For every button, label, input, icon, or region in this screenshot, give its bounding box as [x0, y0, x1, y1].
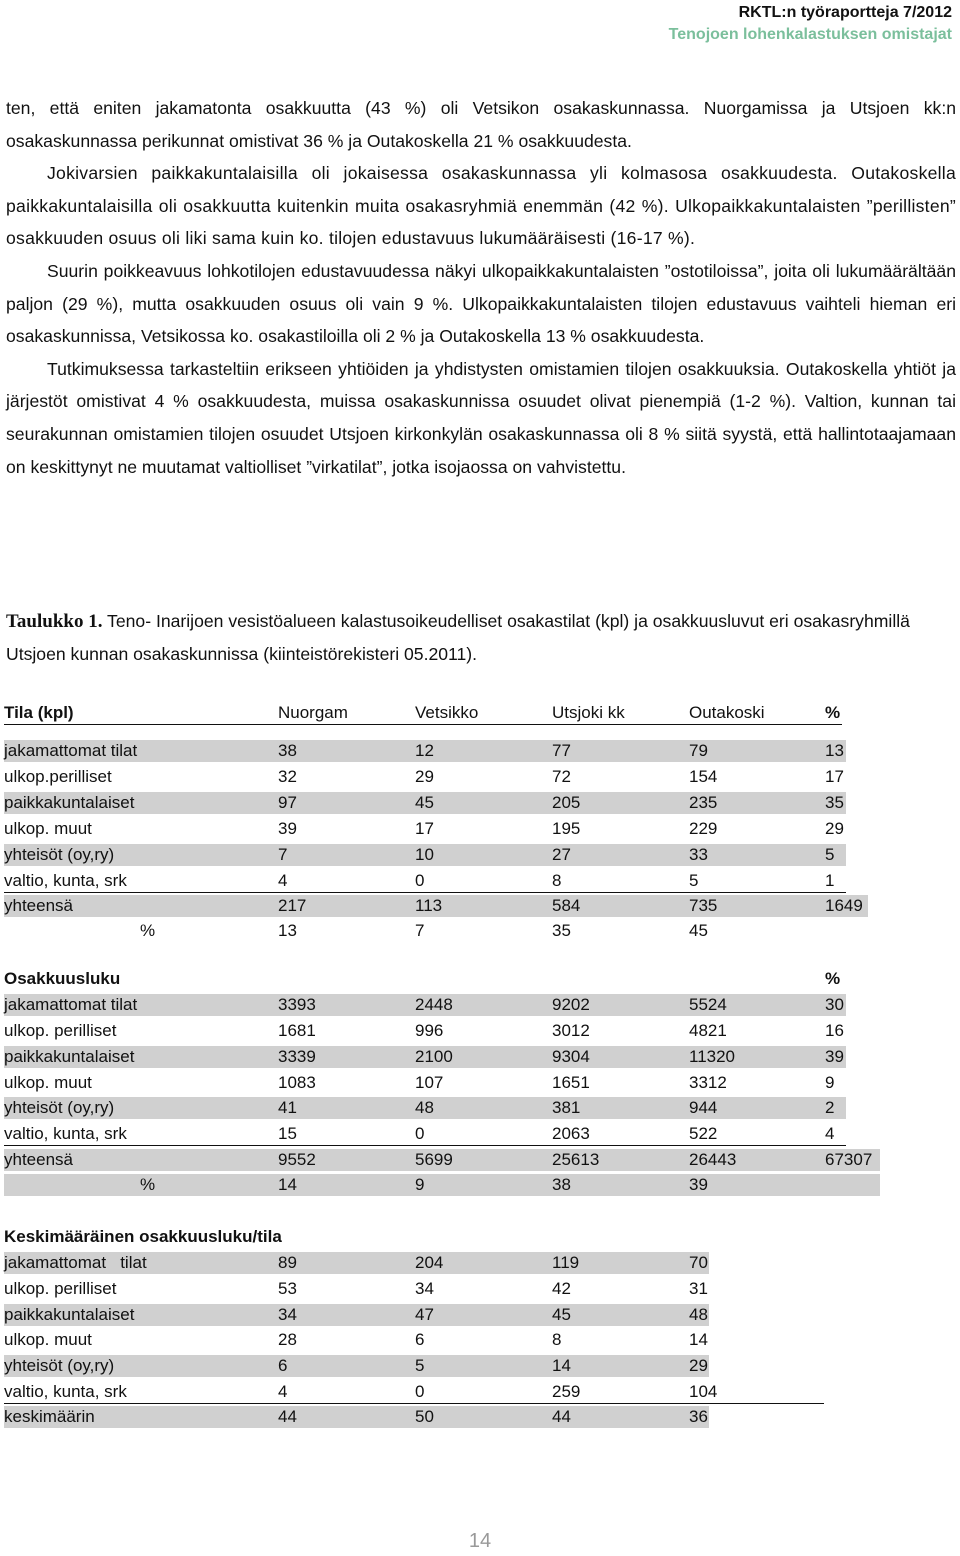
table-cell: 14	[689, 1330, 708, 1349]
table-cell: 29	[825, 819, 844, 838]
report-series: RKTL:n työraportteja 7/2012	[738, 4, 952, 21]
table-row	[4, 1097, 846, 1119]
table-cell: 33	[689, 845, 708, 864]
table-cell: 45	[415, 793, 434, 812]
table-cell: yhteisöt (oy,ry)	[4, 845, 115, 864]
table-cell: 195	[552, 819, 581, 838]
section-percent: %	[825, 969, 841, 988]
table-cell: 5	[415, 1356, 425, 1375]
table-cell: 5699	[415, 1150, 453, 1169]
table-cell: valtio, kunta, srk	[4, 1382, 127, 1401]
table-cell: yhteisöt (oy,ry)	[4, 1356, 115, 1375]
table-cell: 30	[825, 995, 844, 1014]
table-cell: 9304	[552, 1047, 590, 1066]
table-cell: 29	[689, 1356, 708, 1375]
table-cell: 38	[552, 1175, 571, 1194]
table-cell: 107	[415, 1073, 444, 1092]
table-cell: 0	[415, 1124, 425, 1143]
table-row	[4, 994, 846, 1016]
table-cell: 45	[689, 921, 708, 940]
table-cell: 229	[689, 819, 718, 838]
table-cell: 42	[552, 1279, 571, 1298]
table-cell: keskimäärin	[4, 1407, 95, 1426]
page-number: 14	[468, 1530, 492, 1552]
report-title: Tenojoen lohenkalastuksen omistajat	[668, 26, 952, 43]
table-cell: 77	[552, 741, 571, 760]
table-cell: 1649	[825, 896, 863, 915]
table-cell: ulkop. perilliset	[4, 1279, 117, 1298]
table-cell: 7	[278, 845, 288, 864]
table-cell: 17	[825, 767, 844, 786]
table-cell: 72	[552, 767, 571, 786]
table-cell: 4	[278, 1382, 288, 1401]
table-cell: 2100	[415, 1047, 453, 1066]
table-cell: 204	[415, 1253, 444, 1272]
table-cell: 584	[552, 896, 581, 915]
table-cell: 205	[552, 793, 581, 812]
table-row	[4, 1046, 846, 1068]
table-row	[4, 1381, 824, 1404]
table-cell: ulkop. muut	[4, 1330, 92, 1349]
section-title-row	[4, 1226, 846, 1248]
table-cell: 41	[278, 1098, 297, 1117]
table-row	[4, 740, 846, 762]
table-cell: 7	[415, 921, 425, 940]
table-cell: 8	[552, 871, 562, 890]
table-row	[4, 1020, 846, 1042]
table-cell: 1651	[552, 1073, 590, 1092]
table-cell: 3312	[689, 1073, 727, 1092]
table-cell: 15	[278, 1124, 297, 1143]
paragraph-1a: ten, että eniten jakamatonta osakkuutta (43 %) oli Vetsikon osakaskunnassa. Nuorgamissa ja Utsjoen kk:n osakaskunnassa perikunnat omistivat 36 % ja Outakoskella 21 % osakkuudesta.	[6, 98, 956, 151]
table-cell: 97	[278, 793, 297, 812]
table-cell: 522	[689, 1124, 718, 1143]
table-cell: 2063	[552, 1124, 590, 1143]
table-cell: paikkakuntalaiset	[4, 1047, 135, 1066]
table-cell: valtio, kunta, srk	[4, 871, 127, 890]
header-utsjoki: Utsjoki kk	[552, 703, 625, 722]
table-cell: 119	[552, 1253, 580, 1272]
table-cell: 9	[825, 1073, 835, 1092]
table-row	[4, 766, 846, 788]
table-cell: jakamattomat tilat	[4, 995, 138, 1014]
table-cell: %	[140, 921, 156, 940]
table-cell: 70	[689, 1253, 708, 1272]
table-cell: 5524	[689, 995, 727, 1014]
table-cell: yhteensä	[4, 1150, 73, 1169]
table-cell: 13	[278, 921, 297, 940]
table-row	[4, 1174, 880, 1196]
table-cell: 44	[278, 1407, 297, 1426]
table-cell: 13	[825, 741, 844, 760]
table-row	[4, 1355, 709, 1377]
table-cell: 17	[415, 819, 434, 838]
table-cell: 9552	[278, 1150, 316, 1169]
table-cell: 39	[689, 1175, 708, 1194]
table-cell: 35	[825, 793, 844, 812]
table-cell: 31	[689, 1279, 708, 1298]
table-cell: 3339	[278, 1047, 316, 1066]
table-cell: ulkop. muut	[4, 1073, 92, 1092]
table-cell: 735	[689, 896, 718, 915]
table-cell: 44	[552, 1407, 571, 1426]
caption-text: Teno- Inarijoen vesistöalueen kalastusoikeudelliset osakastilat (kpl) ja osakkuusluvut eri osakasryhmillä Utsjoen kunnan osakaskunnissa (kiinteistörekisteri 05.2011).	[6, 611, 910, 664]
table-cell: 1	[825, 871, 835, 890]
table-cell: 113	[415, 896, 443, 915]
table-cell: 39	[278, 819, 297, 838]
paragraph-2: Suurin poikkeavuus lohkotilojen edustavuudessa näkyi ulkopaikkakuntalaisten ”ostotiloissa”, joita oli lukumäärältään paljon (29 %), mutta osakkuuden osuus oli vain 9 %. Ulkopaikkakuntalaisten tilojen edustavuus vaihteli hieman eri osakaskunnissa, Vetsikossa ko. osakastiloilla oli 2 % ja Outakoskella 13 % osakkuudesta.	[6, 260, 956, 347]
table-row	[4, 792, 846, 814]
paragraph-3: Tutkimuksessa tarkasteltiin erikseen yhtiöiden ja yhdistysten omistamien tilojen osakkuuksia. Outakoskella yhtiöt ja järjestöt omistivat 4 % osakkuudesta, muissa osakaskunnissa osuudet olivat pienempiä (1-2 %). Valtion, kunnan tai seurakunnan omistamien tilojen osuudet Utsjoen kirkonkylän osakaskunnassa oli 8 % siitä syystä, että hallintotaajamaan on keskittynyt ne muutamat valtiolliset ”virkatilat”, jotka isojaossa on vahvistettu.	[6, 358, 956, 477]
table-cell: 34	[415, 1279, 434, 1298]
table-cell: jakamattomat tilat	[4, 1253, 147, 1272]
header-percent: %	[825, 703, 841, 722]
table-cell: 35	[552, 921, 571, 940]
table-cell: %	[140, 1175, 156, 1194]
table-cell: 4	[278, 871, 288, 890]
table-cell: 53	[278, 1279, 297, 1298]
section-title-row	[4, 968, 846, 990]
table-cell: 381	[552, 1098, 581, 1117]
table-cell: 3012	[552, 1021, 590, 1040]
table-cell: 28	[278, 1330, 297, 1349]
section-title-keskimaarainen: Keskimääräinen osakkuusluku/tila	[4, 1227, 282, 1246]
table-cell: jakamattomat tilat	[4, 741, 138, 760]
table-cell: 154	[689, 767, 718, 786]
table-cell: 8	[552, 1330, 562, 1349]
section-title-osakkuusluku: Osakkuusluku	[4, 969, 121, 988]
table-row	[4, 895, 868, 917]
table-cell: 48	[689, 1305, 708, 1324]
table-cell: 4	[825, 1124, 835, 1143]
table-cell: 944	[689, 1098, 718, 1117]
table-cell: 2448	[415, 995, 453, 1014]
table-cell: 11320	[689, 1047, 736, 1066]
table-cell: paikkakuntalaiset	[4, 793, 135, 812]
table-cell: 4821	[689, 1021, 727, 1040]
table-cell: 27	[552, 845, 571, 864]
header-vetsikko: Vetsikko	[415, 703, 479, 722]
running-header	[669, 2, 952, 46]
table-cell: 67307	[825, 1150, 873, 1169]
table-cell: 2	[825, 1098, 835, 1117]
table-cell: 47	[415, 1305, 434, 1324]
table-cell: ulkop.perilliset	[4, 767, 112, 786]
table-cell: ulkop. muut	[4, 819, 92, 838]
header-outakoski: Outakoski	[689, 703, 765, 722]
table-cell: 25613	[552, 1150, 600, 1169]
table-row	[4, 870, 846, 893]
table-cell: 32	[278, 767, 297, 786]
table-cell: 259	[552, 1382, 581, 1401]
table-row	[4, 818, 846, 840]
table-cell: 48	[415, 1098, 434, 1117]
body-text	[6, 92, 956, 483]
table-row	[4, 920, 846, 942]
table-cell: 0	[415, 1382, 425, 1401]
table-cell: 38	[278, 741, 297, 760]
header-nuorgam: Nuorgam	[278, 703, 348, 722]
table-cell: ulkop. perilliset	[4, 1021, 117, 1040]
table-cell: 104	[689, 1382, 718, 1401]
table-cell: 79	[689, 741, 708, 760]
table-cell: 217	[278, 896, 307, 915]
table-cell: 10	[415, 845, 434, 864]
table-cell: valtio, kunta, srk	[4, 1124, 127, 1143]
table-cell: 6	[415, 1330, 425, 1349]
table-header-row	[4, 702, 842, 725]
header-tila: Tila (kpl)	[4, 703, 74, 722]
table-cell: 34	[278, 1305, 297, 1324]
table-cell: 26443	[689, 1150, 737, 1169]
table-cell: yhteisöt (oy,ry)	[4, 1098, 115, 1117]
table-cell: 39	[825, 1047, 844, 1066]
table-cell: paikkakuntalaiset	[4, 1305, 135, 1324]
table-cell: 36	[689, 1407, 708, 1426]
table-cell: 89	[278, 1253, 297, 1272]
table-cell: 3393	[278, 995, 316, 1014]
table-cell: 5	[689, 871, 699, 890]
table-cell: 6	[278, 1356, 288, 1375]
paragraph-1b: Jokivarsien paikkakuntalaisilla oli jokaisessa osakaskunnassa yli kolmasosa osakkuudesta. Outakoskella paikkakuntalaisilla oli osakkuutta kuitenkin muita osakasryhmiä enemmän (42 %). Ulkopaikkakuntalaisten ”perillisten” osakkuuden osuus oli liki sama kuin ko. tilojen edustavuus lukumääräisesti (16-17 %).	[6, 163, 956, 249]
table-cell: 45	[552, 1305, 571, 1324]
table-cell: 14	[552, 1356, 571, 1375]
table-row	[4, 1149, 880, 1171]
table-cell: 29	[415, 767, 434, 786]
table-cell: 235	[689, 793, 718, 812]
table-cell: 996	[415, 1021, 444, 1040]
table-cell: 16	[825, 1021, 844, 1040]
table-row	[4, 1123, 846, 1146]
table-cell: 12	[415, 741, 434, 760]
table-row	[4, 1072, 846, 1094]
table-cell: 9202	[552, 995, 590, 1014]
table-row	[4, 844, 846, 866]
table-cell: 5	[825, 845, 835, 864]
table-row	[4, 1329, 709, 1351]
table-cell: 0	[415, 871, 425, 890]
caption-label: Taulukko 1.	[6, 611, 103, 632]
table-row	[4, 1304, 709, 1326]
table-row	[4, 1406, 709, 1428]
table-cell: 50	[415, 1407, 434, 1426]
table-row	[4, 1252, 709, 1274]
table-cell: yhteensä	[4, 896, 73, 915]
table-caption	[6, 605, 956, 671]
table-cell: 14	[278, 1175, 297, 1194]
table-cell: 9	[415, 1175, 425, 1194]
table-cell: 1083	[278, 1073, 316, 1092]
table-cell: 1681	[278, 1021, 316, 1040]
table-row	[4, 1278, 709, 1300]
